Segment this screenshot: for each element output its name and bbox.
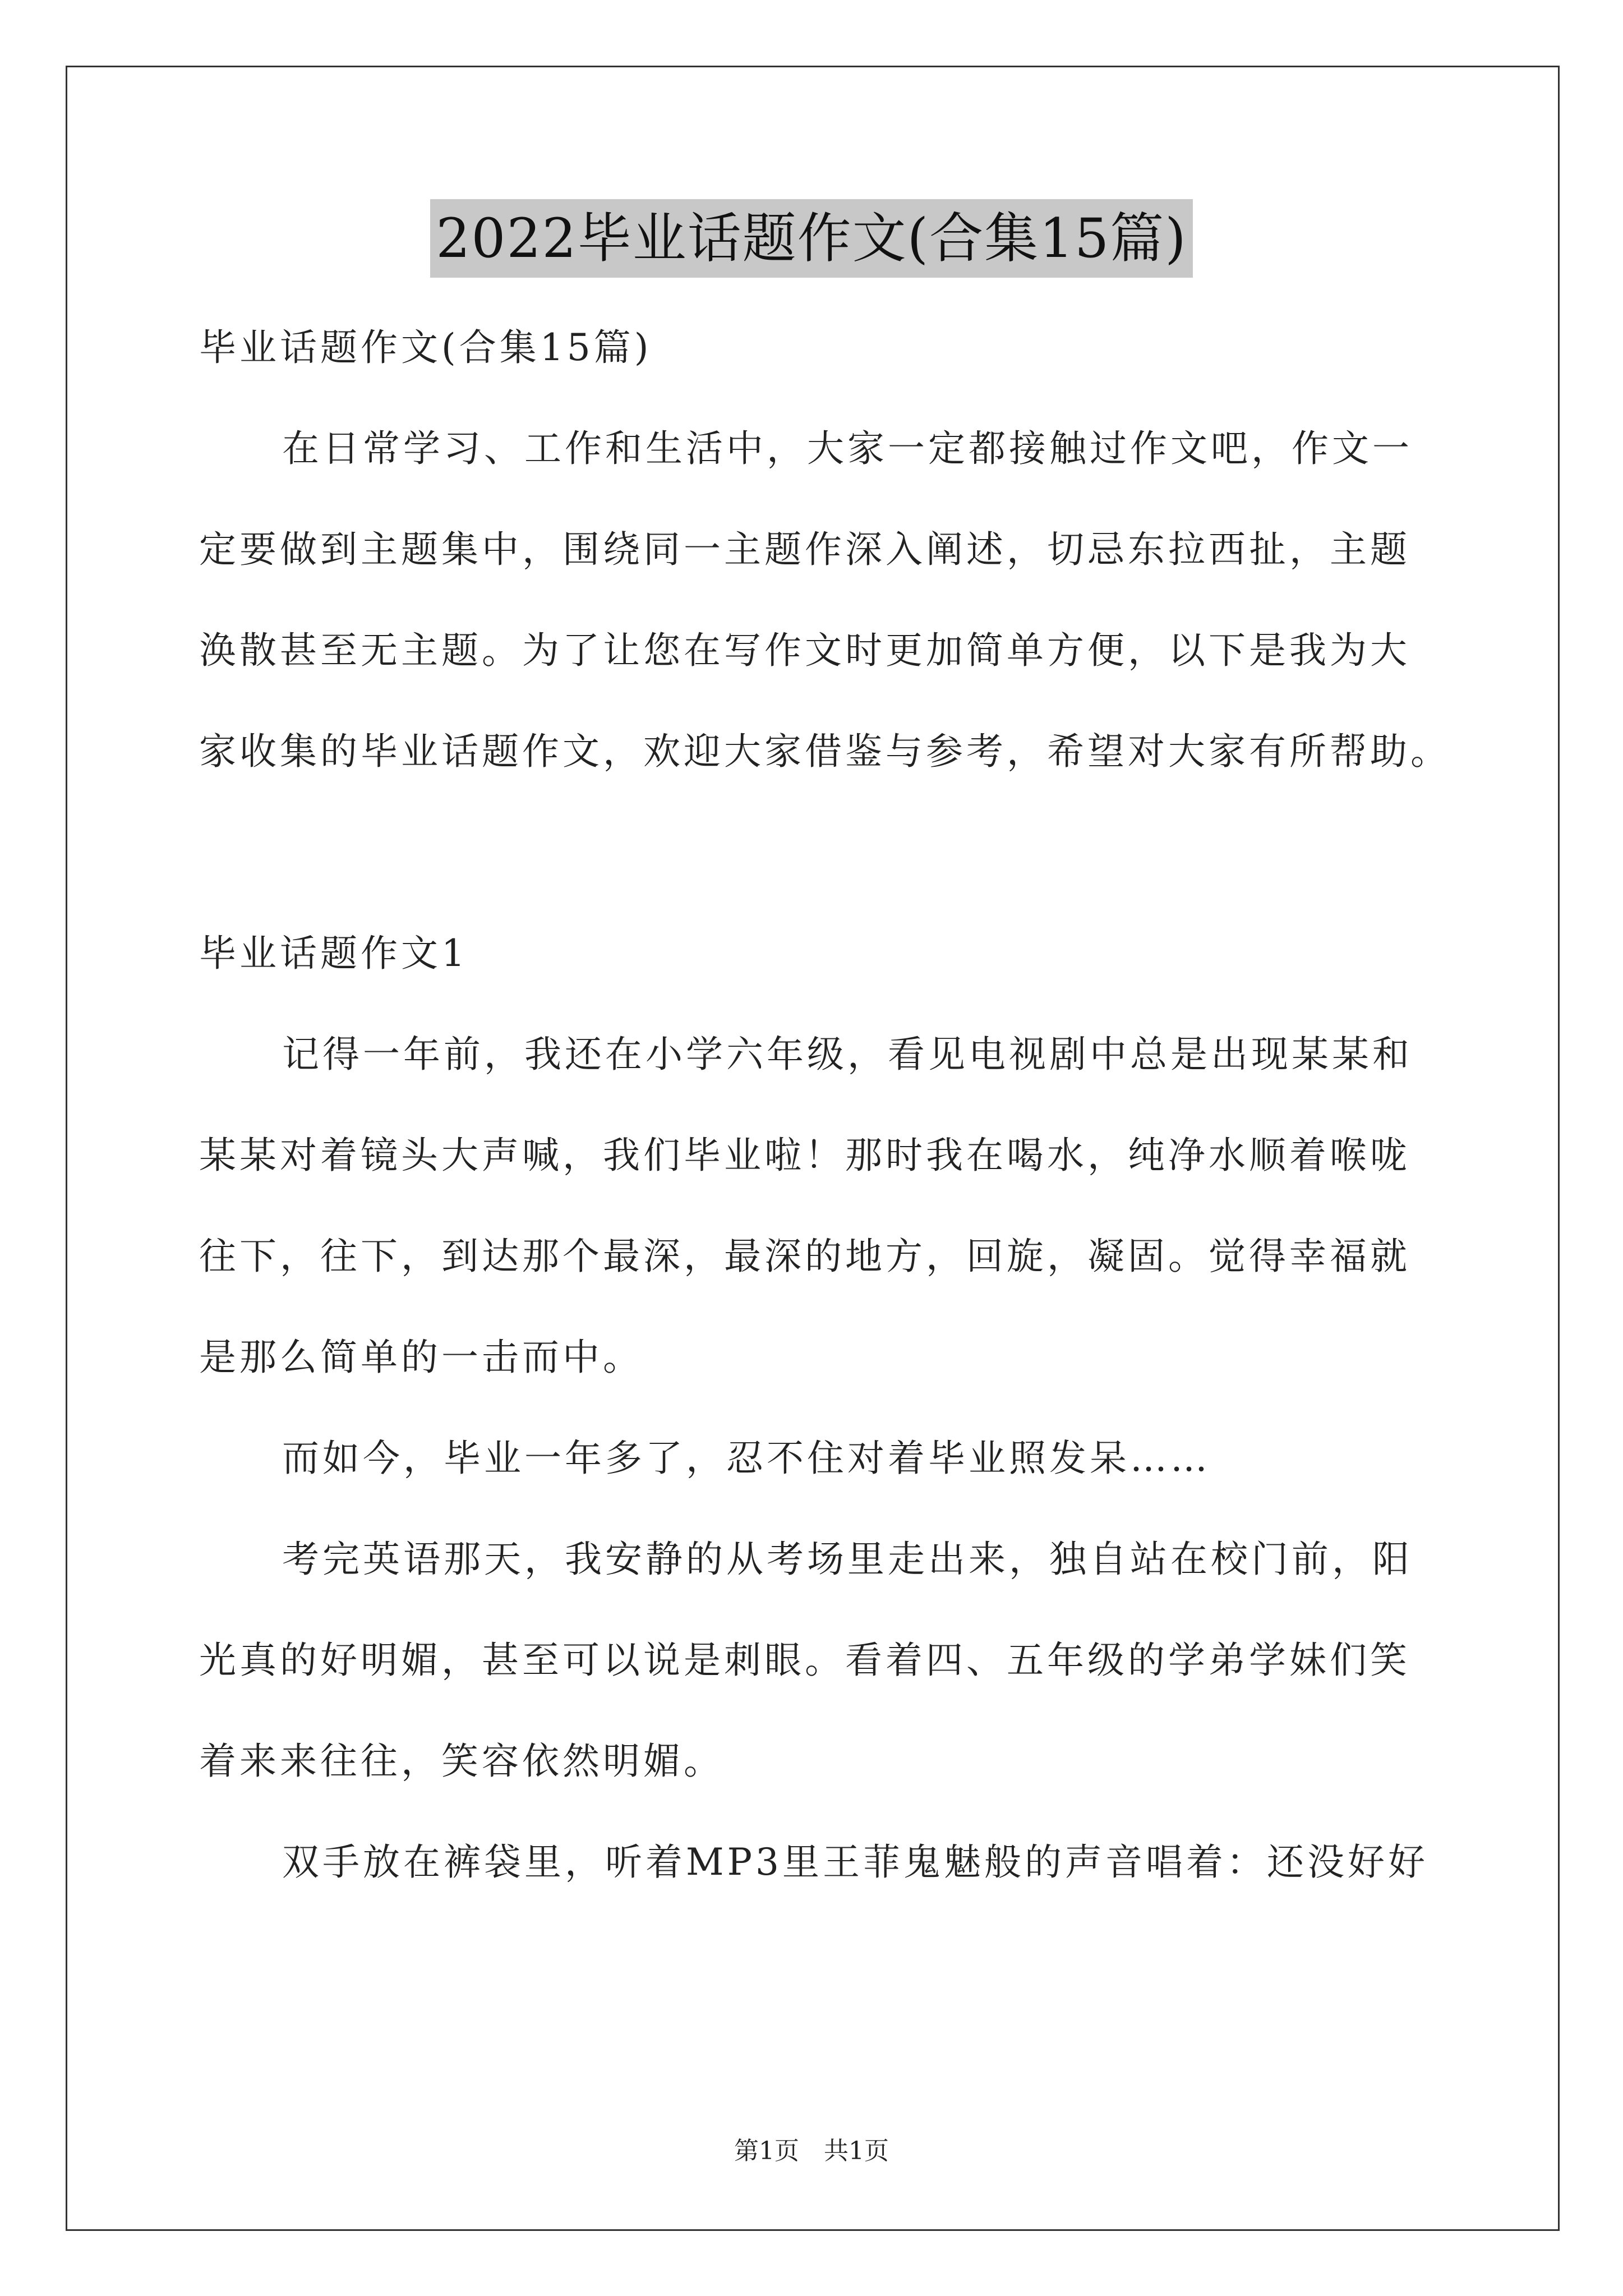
document-title: 2022毕业话题作文(合集15篇) [430, 199, 1192, 278]
paragraph-1 [199, 1004, 1438, 1408]
paragraph-line: 双手放在裤袋里，听着MP3里王菲鬼魅般的声音唱着：还没好好 [282, 1841, 1428, 1884]
intro-line: 在日常学习、工作和生活中，大家一定都接触过作文吧，作文一 [282, 427, 1413, 470]
paragraph-line: 往下，往下，到达那个最深，最深的地方，回旋，凝固。觉得幸福就 [199, 1235, 1410, 1278]
paragraph-line: 某某对着镜头大声喊，我们毕业啦！那时我在喝水，纯净水顺着喉咙 [199, 1134, 1410, 1177]
paragraph-line: 是那么简单的一击而中。 [199, 1336, 643, 1379]
document-body [199, 297, 1451, 1913]
paragraph-line: 记得一年前，我还在小学六年级，看见电视剧中总是出现某某和 [282, 1033, 1413, 1076]
intro-paragraph [199, 398, 1451, 802]
paragraph-line: 考完英语那天，我安静的从考场里走出来，独自站在校门前，阳 [282, 1538, 1413, 1581]
intro-line: 定要做到主题集中，围绕同一主题作深入阐述，切忌东拉西扯，主题 [199, 528, 1410, 571]
section-heading: 毕业话题作文1 [199, 932, 468, 975]
paragraph-line: 光真的好明媚，甚至可以说是刺眼。看着四、五年级的学弟学妹们笑 [199, 1639, 1410, 1682]
document-subtitle: 毕业话题作文(合集15篇) [199, 326, 652, 369]
paragraph-2 [199, 1408, 1438, 1509]
paragraph-3 [199, 1509, 1438, 1812]
page-footer [0, 2132, 1623, 2171]
title-block [0, 199, 1623, 278]
intro-line: 家收集的毕业话题作文，欢迎大家借鉴与参考，希望对大家有所帮助。 [199, 730, 1451, 773]
intro-line: 涣散甚至无主题。为了让您在写作文时更加简单方便，以下是我为大 [199, 629, 1410, 672]
paragraph-4 [199, 1812, 1438, 1913]
paragraph-line: 着来来往往，笑容依然明媚。 [199, 1740, 724, 1783]
page-number-label: 第1页 共1页 [734, 2137, 889, 2165]
blank-line [199, 802, 1438, 903]
paragraph-line: 而如今，毕业一年多了，忍不住对着毕业照发呆…… [282, 1437, 1211, 1480]
